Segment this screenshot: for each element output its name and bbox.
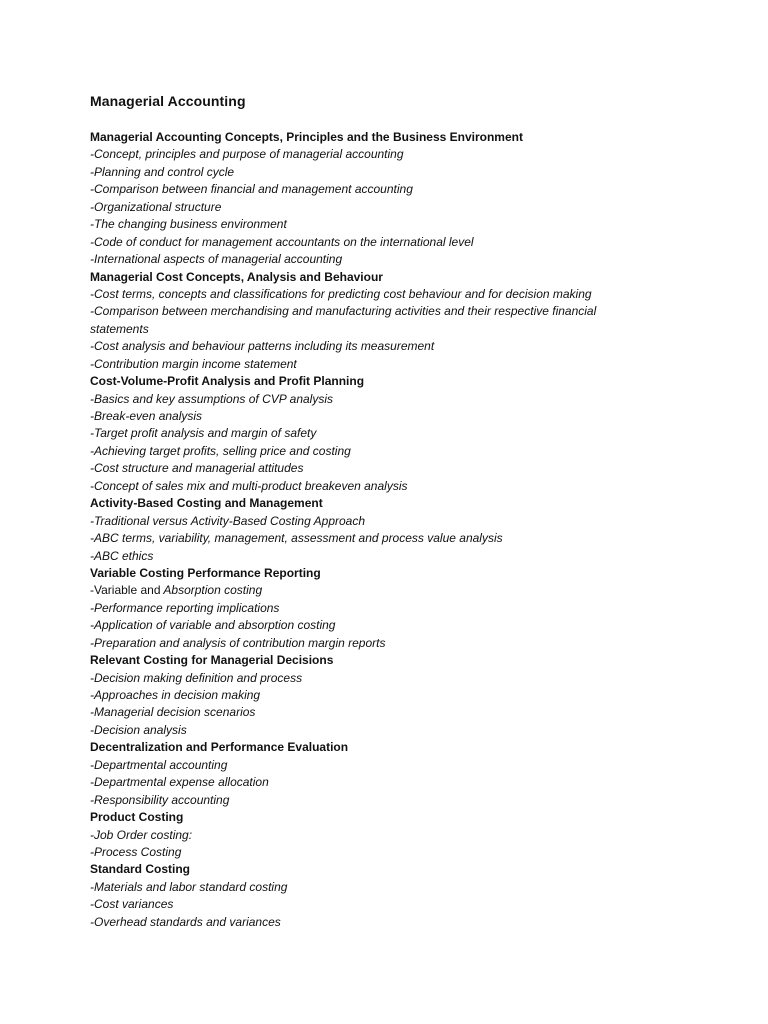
list-item xyxy=(90,582,650,599)
list-item: -Departmental expense allocation xyxy=(90,775,269,790)
list-item: -Application of variable and absorption costing xyxy=(90,618,336,633)
list-item: -Cost structure and managerial attitudes xyxy=(90,461,304,476)
list-item: -Performance reporting implications xyxy=(90,600,280,615)
document-body xyxy=(90,129,650,931)
document-title: Managerial Accounting xyxy=(90,93,246,109)
section-heading: Relevant Costing for Managerial Decisions xyxy=(90,653,334,668)
list-item: -Departmental accounting xyxy=(90,757,228,772)
list-item: -Concept, principles and purpose of managerial accounting xyxy=(90,147,404,162)
list-item: -Cost analysis and behaviour patterns including its measurement xyxy=(90,339,435,354)
list-item: -Managerial decision scenarios xyxy=(90,705,256,720)
list-item: -Contribution margin income statement xyxy=(90,356,297,371)
list-item: -Concept of sales mix and multi-product breakeven analysis xyxy=(90,478,408,493)
list-item: -International aspects of managerial accounting xyxy=(90,252,343,267)
list-item: -Cost variances xyxy=(90,897,174,912)
list-item: -Traditional versus Activity-Based Costing Approach xyxy=(90,513,366,528)
list-item: -Target profit analysis and margin of safety xyxy=(90,426,317,441)
list-item: -Process Costing xyxy=(90,844,182,859)
list-item: -Comparison between financial and management accounting xyxy=(90,182,413,197)
list-item: -Decision analysis xyxy=(90,722,187,737)
list-item: -Job Order costing: xyxy=(90,827,193,842)
list-item: -Code of conduct for management accountants on the international level xyxy=(90,234,474,249)
list-item: -Decision making definition and process xyxy=(90,670,303,685)
section-heading: Activity-Based Costing and Management xyxy=(90,496,323,511)
list-item: -The changing business environment xyxy=(90,217,287,232)
list-item: -Materials and labor standard costing xyxy=(90,879,288,894)
list-item-italic-part: Absorption costing xyxy=(160,583,263,598)
list-item-plain-part: -Variable and xyxy=(90,583,161,598)
section-heading: Managerial Accounting Concepts, Principles and the Business Environment xyxy=(90,130,523,144)
list-item: -Responsibility accounting xyxy=(90,792,230,807)
section-heading: Product Costing xyxy=(90,810,184,825)
list-item: -Approaches in decision making xyxy=(90,688,261,703)
list-item: -Preparation and analysis of contribution margin reports xyxy=(90,635,386,650)
list-item: -Organizational structure xyxy=(90,199,222,214)
section-heading: Standard Costing xyxy=(90,862,191,877)
list-item: -Overhead standards and variances xyxy=(90,914,281,929)
list-item: -Cost terms, concepts and classifications for predicting cost behaviour and for decision making xyxy=(90,286,592,301)
section-heading: Managerial Cost Concepts, Analysis and Behaviour xyxy=(90,269,383,284)
list-item: -Planning and control cycle xyxy=(90,164,235,179)
section-heading: Cost-Volume-Profit Analysis and Profit Planning xyxy=(90,374,365,389)
section-heading: Decentralization and Performance Evaluation xyxy=(90,740,349,755)
list-item: -ABC ethics xyxy=(90,548,154,563)
section-heading: Variable Costing Performance Reporting xyxy=(90,565,321,580)
list-item: -Achieving target profits, selling price and costing xyxy=(90,443,351,458)
list-item: -Comparison between merchandising and manufacturing activities and their respective financial statements xyxy=(90,304,597,336)
list-item: -Basics and key assumptions of CVP analysis xyxy=(90,391,333,406)
list-item: -Break-even analysis xyxy=(90,409,203,424)
list-item: -ABC terms, variability, management, assessment and process value analysis xyxy=(90,531,503,546)
